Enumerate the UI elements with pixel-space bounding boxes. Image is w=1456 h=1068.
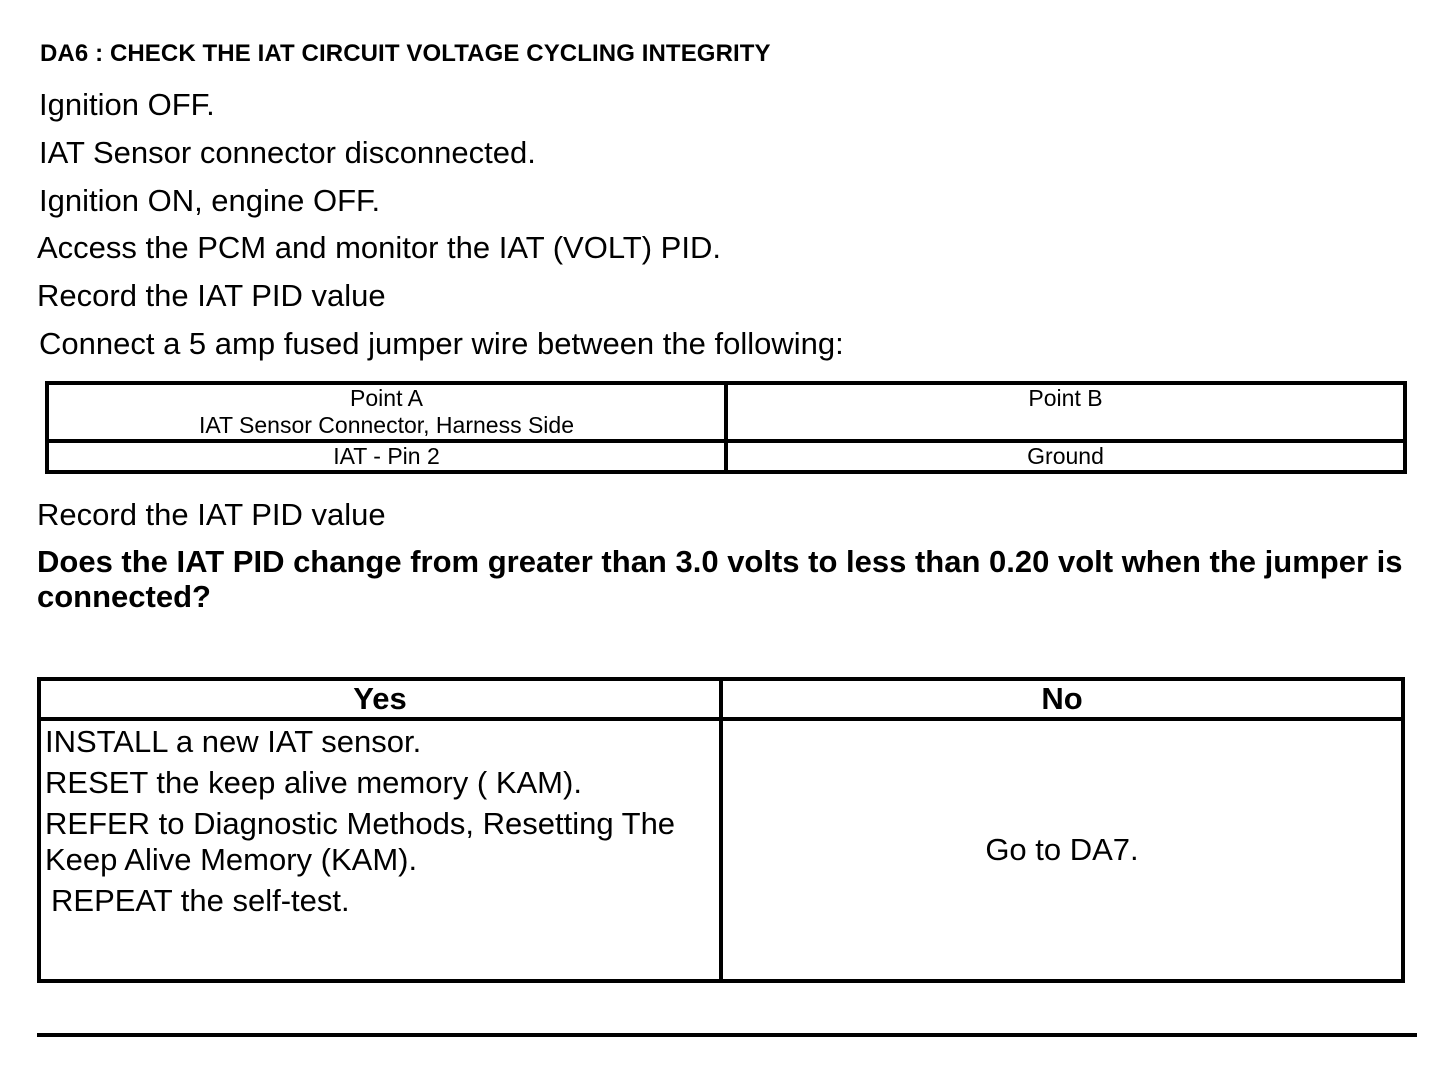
- bottom-rule: [37, 1033, 1417, 1037]
- yes-cell: [39, 719, 721, 981]
- point-b-header: Point B: [1028, 385, 1103, 411]
- yes-line-repeat: REPEAT the self-test.: [51, 883, 350, 918]
- yes-line-reset: RESET the keep alive memory ( KAM).: [45, 765, 582, 800]
- step-ignition-on: Ignition ON, engine OFF.: [39, 183, 381, 218]
- no-action: Go to DA7.: [985, 832, 1139, 867]
- point-b-header-cell: [726, 383, 1405, 441]
- point-a-header: Point A: [350, 385, 423, 411]
- page-title: DA6 : CHECK THE IAT CIRCUIT VOLTAGE CYCLING INTEGRITY: [40, 40, 771, 67]
- step-ignition-off: Ignition OFF.: [39, 87, 215, 122]
- yes-header: Yes: [39, 679, 721, 719]
- yes-line-keep-alive: Keep Alive Memory (KAM).: [45, 842, 418, 877]
- no-header: No: [721, 679, 1403, 719]
- step-connector-disconnected: IAT Sensor connector disconnected.: [39, 135, 536, 170]
- jumper-table: [45, 381, 1407, 474]
- step-connect-jumper: Connect a 5 amp fused jumper wire between the following:: [39, 326, 844, 361]
- point-a-header-cell: [47, 383, 726, 441]
- yes-line-refer: REFER to Diagnostic Methods, Resetting The: [45, 806, 676, 841]
- answer-table: [37, 677, 1405, 983]
- step-record-pid: Record the IAT PID value: [37, 278, 386, 313]
- point-b-value: Ground: [726, 441, 1405, 472]
- question-text: Does the IAT PID change from greater than 3.0 volts to less than 0.20 volt when the jumper is connected?: [37, 544, 1403, 614]
- point-a-subheader: IAT Sensor Connector, Harness Side: [198, 412, 574, 438]
- point-a-value: IAT - Pin 2: [47, 441, 726, 472]
- no-cell: [721, 719, 1403, 981]
- yes-line-install: INSTALL a new IAT sensor.: [45, 724, 422, 759]
- step-access-pcm: Access the PCM and monitor the IAT (VOLT) PID.: [37, 230, 721, 265]
- step-record-pid-again: Record the IAT PID value: [37, 497, 386, 532]
